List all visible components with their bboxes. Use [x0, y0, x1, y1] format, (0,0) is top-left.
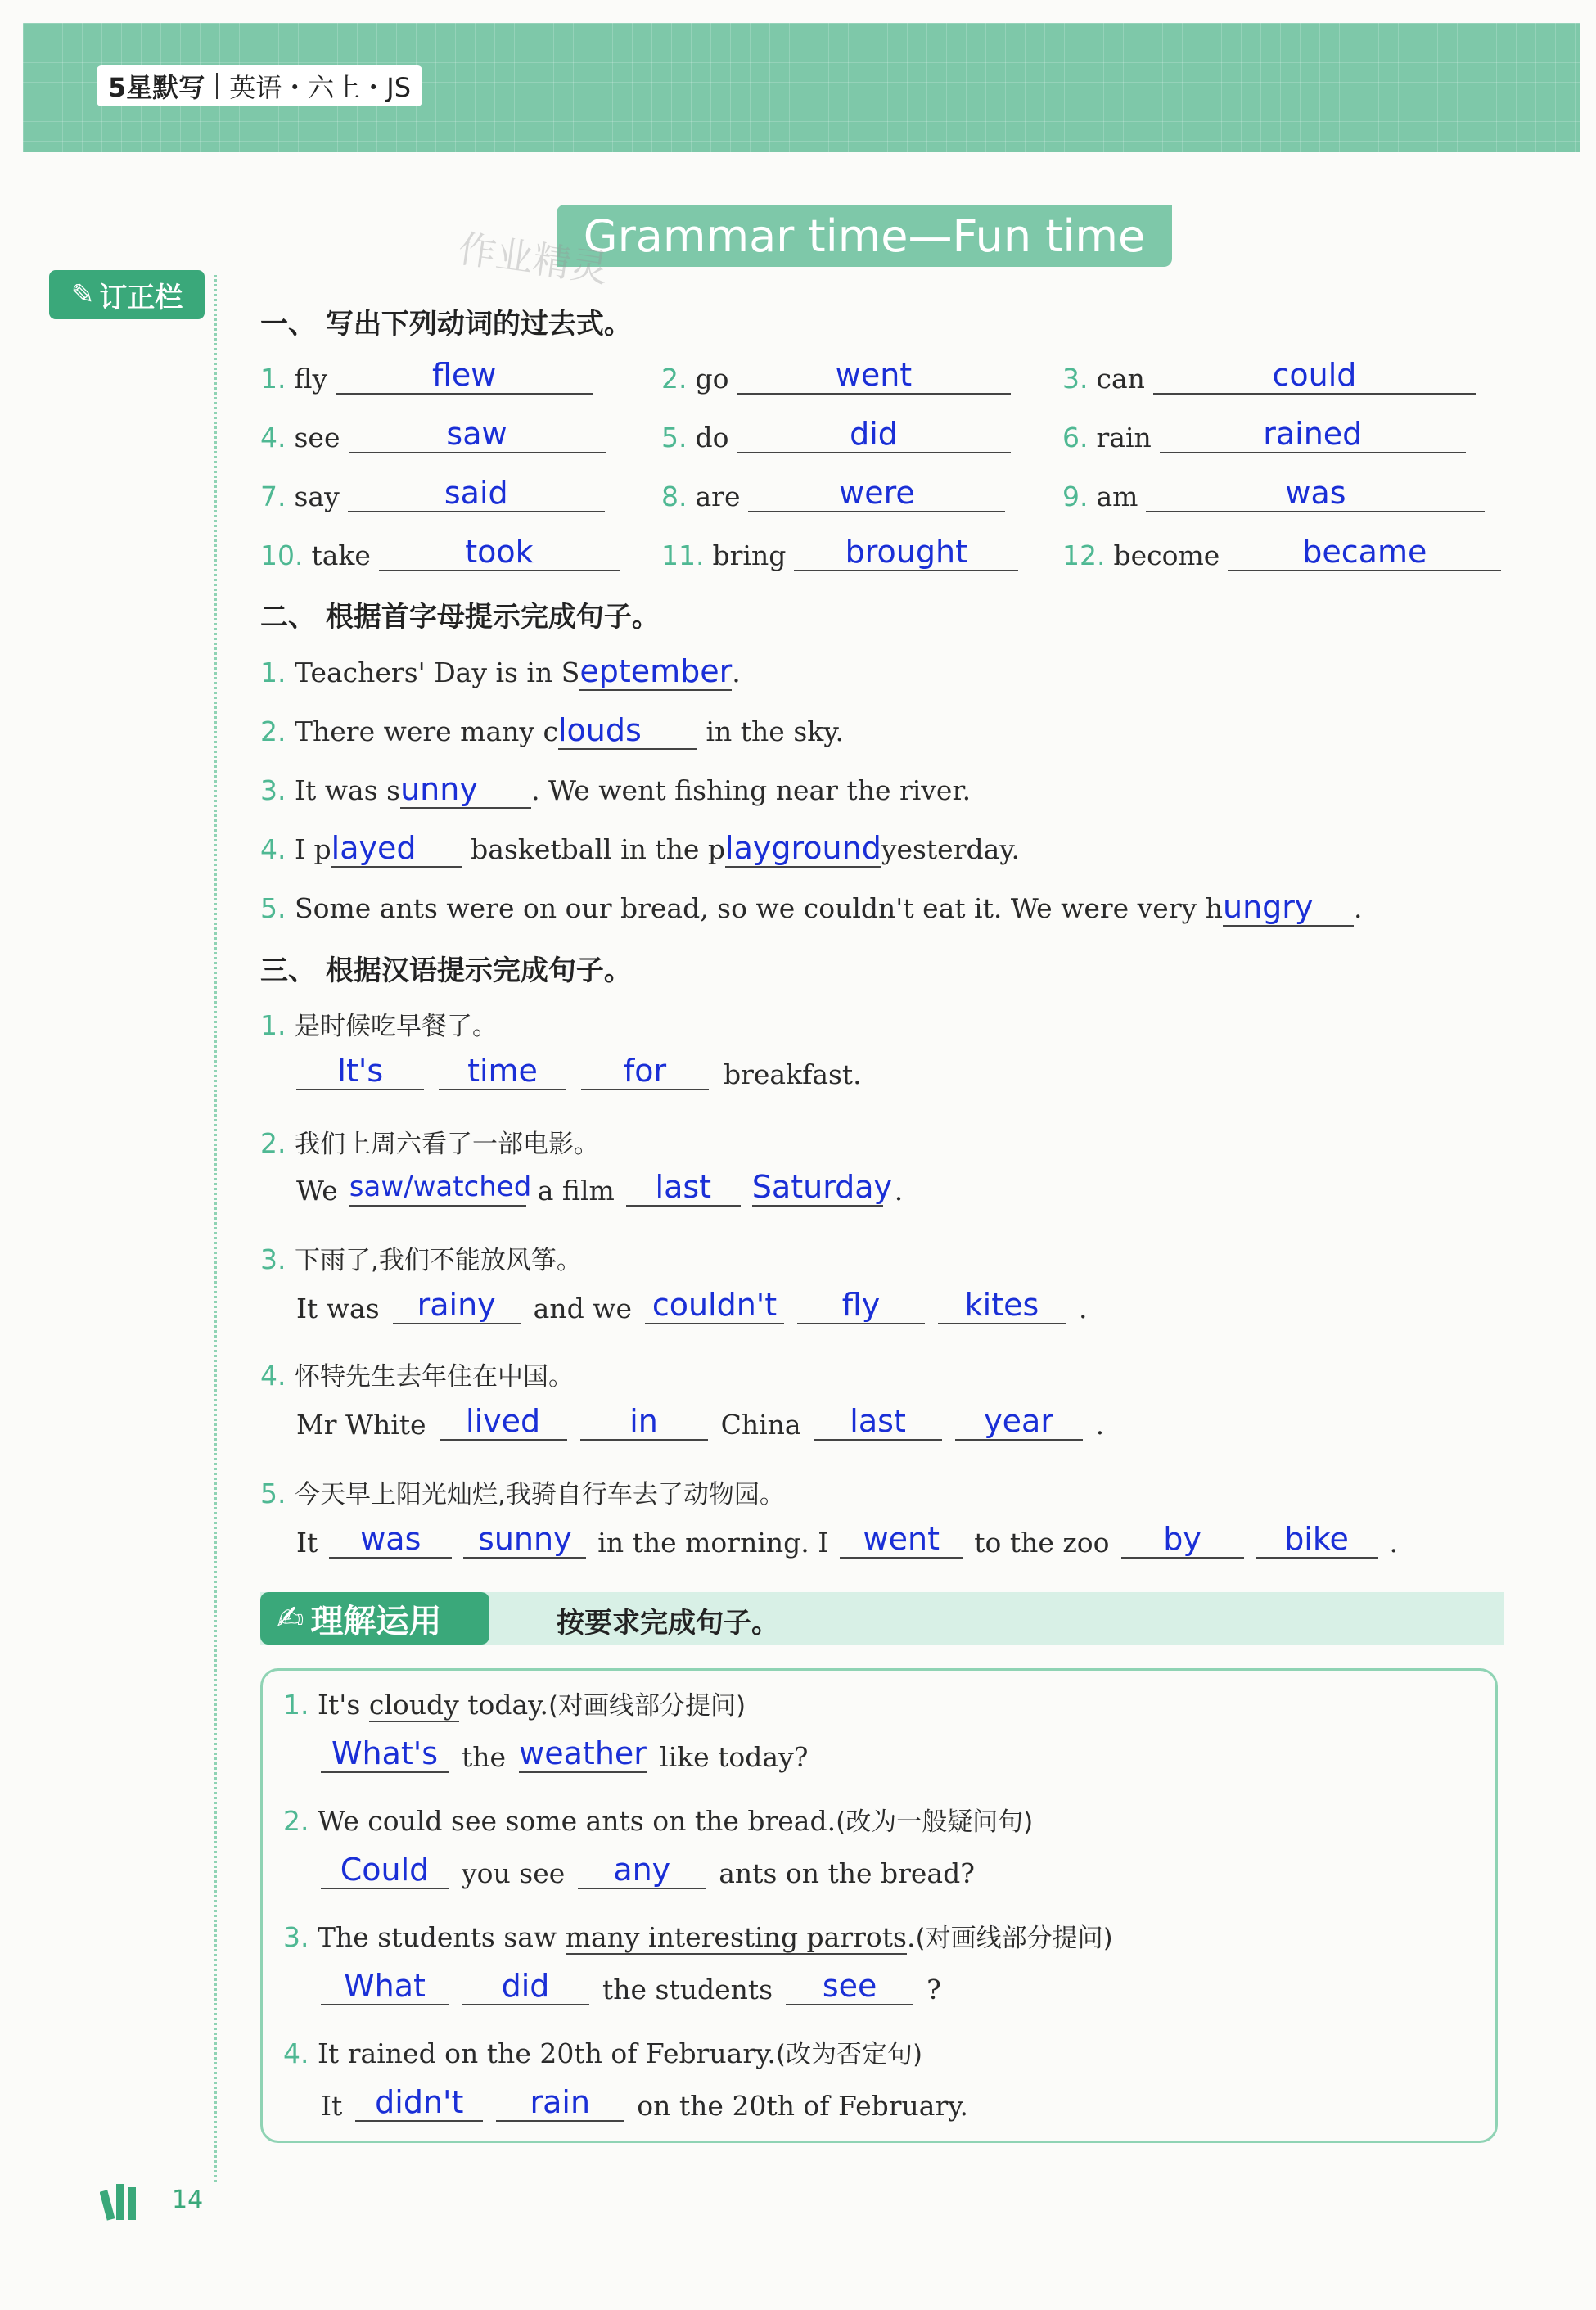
answer-blank[interactable]: by — [1121, 1521, 1244, 1559]
answer-blank[interactable]: time — [439, 1053, 566, 1090]
section-3-heading: 三、 根据汉语提示完成句子。 — [260, 954, 632, 987]
s3-q2-answer-line: We saw/watched a film last Saturday . — [296, 1169, 904, 1207]
verb-item — [260, 357, 593, 395]
edit-icon: ✍ — [277, 1599, 304, 1637]
s4-q4-prompt: 4. It rained on the 20th of February.(改为否定句) — [283, 2037, 923, 2069]
verb-word: can — [1096, 363, 1145, 395]
book-subtitle: 英语・六上・JS — [229, 72, 412, 103]
s3-q3-prompt: 3. 下雨了,我们不能放风筝。 — [260, 1243, 582, 1275]
s2-sentence-1: 1. Teachers' Day is in September. — [260, 653, 741, 689]
verb-word: become — [1113, 539, 1220, 571]
item-number: 8. — [661, 480, 688, 512]
answer-blank[interactable]: Could — [321, 1852, 449, 1889]
answer-blank[interactable]: year — [955, 1403, 1083, 1441]
answer-blank[interactable]: fly — [797, 1287, 925, 1324]
answer-blank[interactable]: in — [580, 1403, 708, 1441]
s3-q4-answer-line: Mr White lived in China last year . — [296, 1403, 1105, 1441]
s4-q2-prompt: 2. We could see some ants on the bread.(改为一般疑问句) — [283, 1805, 1034, 1837]
s2-sentence-5: 5. Some ants were on our bread, so we couldn't eat it. We were very hungry . — [260, 889, 1363, 925]
answer-blank[interactable]: for — [581, 1053, 709, 1090]
answer-blank[interactable]: didn't — [355, 2084, 483, 2122]
s2-sentence-4: 4. I played basketball in the playgroundyesterday. — [260, 830, 1021, 866]
verb-word: am — [1096, 480, 1138, 512]
verb-word: fly — [294, 363, 328, 395]
answer-blank[interactable]: see — [786, 1968, 913, 2005]
books-icon — [100, 2181, 154, 2225]
answer-blank[interactable]: took — [379, 534, 620, 571]
item-number: 9. — [1062, 480, 1089, 512]
verb-item — [1062, 357, 1476, 395]
item-number: 11. — [661, 539, 705, 571]
correction-column-label: 订正栏 — [99, 281, 183, 314]
item-number: 3. — [1062, 363, 1089, 395]
answer-blank[interactable]: brought — [794, 534, 1018, 571]
answer-blank[interactable]: last — [626, 1169, 741, 1207]
s4-q1-answer-line: What's the weather like today? — [321, 1735, 808, 1773]
answer-blank[interactable]: Saturday — [751, 1169, 893, 1205]
answer-blank[interactable]: rainy — [393, 1287, 521, 1324]
section-1-heading: 一、 写出下列动词的过去式。 — [260, 308, 632, 341]
answer: eptember — [579, 653, 733, 689]
verb-item — [661, 475, 1005, 512]
item-number: 2. — [661, 363, 688, 395]
verb-item — [1062, 475, 1485, 512]
page-number: 14 — [172, 2186, 204, 2214]
answer-blank[interactable]: flew — [336, 357, 593, 395]
item-number: 4. — [260, 422, 286, 453]
answer-blank[interactable]: last — [814, 1403, 942, 1441]
divider — [216, 73, 218, 99]
correction-column-divider — [214, 275, 217, 2182]
correction-column-tag — [49, 270, 205, 319]
answer-blank[interactable]: saw/watched — [349, 1169, 526, 1207]
brand-name: 5星默写 — [108, 72, 205, 103]
watermark: 作业精灵 — [455, 226, 611, 291]
answer-blank[interactable]: What's — [321, 1735, 449, 1773]
s2-sentence-3: 3. It was sunny . We went fishing near the river. — [260, 771, 972, 807]
s2-sentence-2: 2. There were many clouds in the sky. — [260, 712, 845, 748]
answer-blank[interactable]: were — [748, 475, 1005, 512]
answer-blank[interactable]: What — [321, 1968, 449, 2005]
s3-q1-answer-line: It's time for breakfast. — [296, 1053, 862, 1090]
lesson-title-text: Grammar time—Fun time — [583, 210, 1146, 262]
answer-blank[interactable]: went — [840, 1521, 963, 1559]
book-brand — [97, 65, 422, 106]
verb-word: rain — [1096, 422, 1152, 453]
answer-blank[interactable]: did — [462, 1968, 589, 2005]
verb-word: go — [695, 363, 729, 395]
s3-q2-prompt: 2. 我们上周六看了一部电影。 — [260, 1127, 599, 1159]
item-number: 10. — [260, 539, 304, 571]
item-number: 1. — [260, 363, 286, 395]
section-4-tag-label: 理解运用 — [310, 1602, 442, 1640]
s4-q3-prompt: 3. The students saw many interesting parrots.(对画线部分提问) — [283, 1921, 1113, 1953]
answer: unny — [400, 771, 531, 809]
answer-blank[interactable]: kites — [938, 1287, 1066, 1324]
s4-q1-prompt: 1. It's cloudy today.(对画线部分提问) — [283, 1689, 746, 1721]
verb-word: take — [311, 539, 371, 571]
s3-q5-prompt: 5. 今天早上阳光灿烂,我骑自行车去了动物园。 — [260, 1478, 785, 1509]
s4-q3-answer-line: What did the students see ? — [321, 1968, 941, 2005]
answer-blank[interactable]: any — [578, 1852, 706, 1889]
verb-item — [661, 357, 1011, 395]
item-number: 5. — [661, 422, 688, 453]
verb-item — [260, 416, 606, 453]
answer-blank[interactable]: bike — [1256, 1521, 1378, 1559]
verb-word: see — [294, 422, 340, 453]
verb-item — [1062, 416, 1466, 453]
pencil-icon: ✎ — [70, 278, 95, 311]
section-2-heading: 二、 根据首字母提示完成句子。 — [260, 601, 660, 634]
answer: layground — [725, 830, 881, 866]
verb-item — [1062, 534, 1501, 571]
verb-item — [260, 534, 620, 571]
answer-blank[interactable]: went — [737, 357, 1011, 395]
s3-q5-answer-line: It was sunny in the morning. I went to the zoo by bike . — [296, 1521, 1399, 1559]
s3-q3-answer-line: It was rainy and we couldn't fly kites . — [296, 1287, 1088, 1324]
s4-q2-answer-line: Could you see any ants on the bread? — [321, 1852, 975, 1889]
section-4-heading: 按要求完成句子。 — [557, 1607, 779, 1640]
answer-blank[interactable]: rain — [496, 2084, 624, 2122]
answer-blank[interactable]: did — [737, 416, 1011, 453]
answer-blank[interactable]: rained — [1160, 416, 1466, 453]
item-number: 6. — [1062, 422, 1089, 453]
s4-q4-answer-line: It didn't rain on the 20th of February. — [321, 2084, 968, 2122]
answer-blank[interactable]: It's — [296, 1053, 424, 1090]
answer-blank[interactable]: couldn't — [645, 1287, 784, 1324]
s3-q1-prompt: 1. 是时候吃早餐了。 — [260, 1009, 498, 1041]
answer-blank[interactable]: could — [1153, 357, 1476, 395]
verb-word: say — [294, 480, 340, 512]
verb-word: do — [695, 422, 729, 453]
verb-item — [661, 534, 1018, 571]
answer: ungry — [1223, 889, 1354, 927]
answer-blank[interactable]: said — [348, 475, 605, 512]
section-4-tag — [260, 1592, 489, 1645]
answer-blank[interactable]: became — [1228, 534, 1501, 571]
s3-q4-prompt: 4. 怀特先生去年住在中国。 — [260, 1360, 574, 1392]
answer-blank[interactable]: lived — [440, 1403, 567, 1441]
answer-blank[interactable]: was — [1146, 475, 1485, 512]
verb-item — [260, 475, 605, 512]
answer-blank[interactable]: saw — [349, 416, 606, 453]
answer-blank[interactable]: sunny — [463, 1521, 586, 1559]
answer: layed — [331, 830, 462, 868]
verb-word: are — [695, 480, 741, 512]
answer-blank[interactable]: was — [329, 1521, 452, 1559]
item-number: 12. — [1062, 539, 1106, 571]
verb-item — [661, 416, 1011, 453]
answer-blank[interactable]: weather — [519, 1735, 647, 1771]
verb-word: bring — [712, 539, 787, 571]
item-number: 7. — [260, 480, 286, 512]
answer: louds — [558, 712, 697, 750]
lesson-title — [557, 205, 1172, 267]
